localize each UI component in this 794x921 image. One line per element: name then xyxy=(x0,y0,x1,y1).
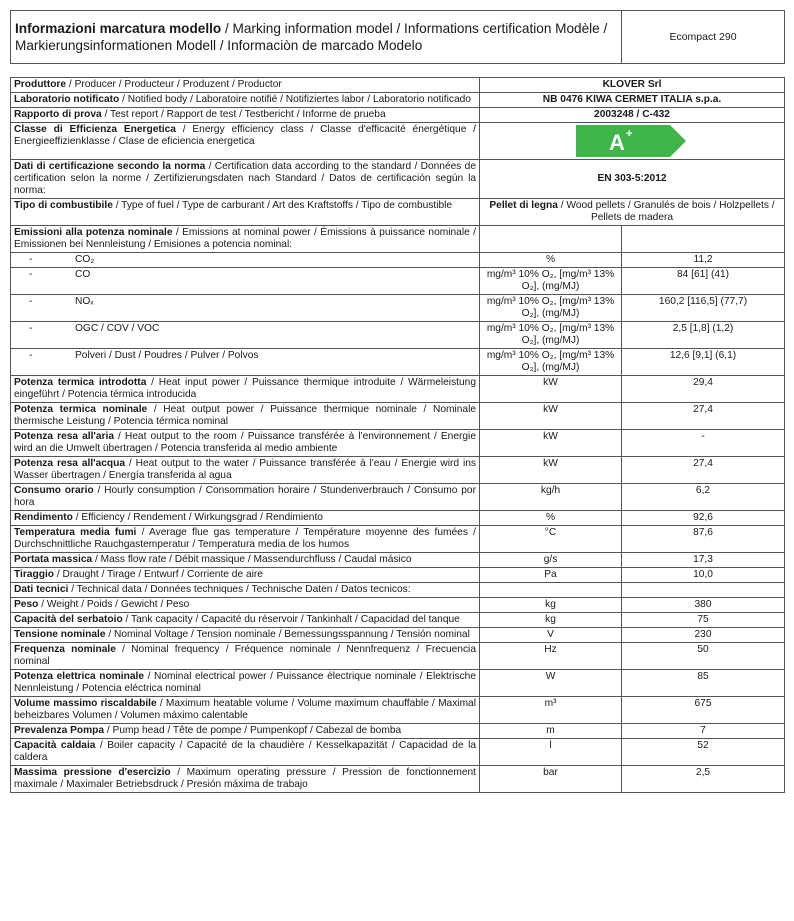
producer-value: KLOVER Srl xyxy=(480,78,785,93)
performance-row-label-bold: Potenza resa all'aria xyxy=(14,431,114,442)
energy-class-label-bold: Classe di Efficienza Energetica xyxy=(14,124,176,135)
performance-row-label-bold: Temperatura media fumi xyxy=(14,527,137,538)
performance-row-label-bold: Portata massica xyxy=(14,554,93,565)
technical-label xyxy=(11,583,480,598)
technical-label-rest: / Technical data / Données techniques / Technische Daten / Datos tecnicos: xyxy=(68,584,411,595)
performance-row-unit: % xyxy=(480,511,622,526)
emissions-label-rest: / Emissions at nominal power / Émissions à puissance nominale / Emissionen bei Nennleistung / Emisiones a potencia nominal: xyxy=(14,227,476,250)
technical-row-label xyxy=(11,643,480,670)
technical-row-label xyxy=(11,628,480,643)
energy-class-label-rest: / Energy efficiency class / Classe d'efficacité énergétique / Energieeffizienklasse / Clase de eficiencia energetica xyxy=(14,124,476,147)
producer-label-rest: / Producer / Producteur / Produzent / Productor xyxy=(66,79,282,90)
technical-row-unit: bar xyxy=(480,766,622,793)
technical-value-empty xyxy=(622,583,785,598)
performance-row-label xyxy=(11,430,480,457)
fuel-label xyxy=(11,199,480,226)
performance-row-value: 17,3 xyxy=(622,553,785,568)
fuel-row xyxy=(11,199,785,226)
performance-row-label-bold: Potenza resa all'acqua xyxy=(14,458,126,469)
fuel-value-rest: / Wood pellets / Granulés de bois / Holzpellets / Pellets de madera xyxy=(557,200,775,223)
fuel-value xyxy=(480,199,785,226)
notified-body-label-bold: Laboratorio notificato xyxy=(14,94,120,105)
technical-row-value: 52 xyxy=(622,739,785,766)
emission-unit: % xyxy=(480,253,622,268)
technical-row-unit: l xyxy=(480,739,622,766)
emission-name-cell xyxy=(11,322,480,349)
document-title xyxy=(11,11,622,64)
technical-row-label-bold: Capacità caldaia xyxy=(14,740,96,751)
technical-row-value: 75 xyxy=(622,613,785,628)
performance-row-value: 27,4 xyxy=(622,403,785,430)
technical-row-label-rest: / Maximum heatable volume / Volume maximum chauffable / Maximal beheizbares Volumen / Volumen máximo calentable xyxy=(14,698,476,721)
performance-row-label xyxy=(11,526,480,553)
test-report-label-rest: / Test report / Rapport de test / Testbericht / Informe de prueba xyxy=(101,109,386,120)
technical-row-unit: kg xyxy=(480,598,622,613)
performance-row xyxy=(11,511,785,526)
energy-class-cell xyxy=(480,123,785,160)
emission-dash: - xyxy=(29,254,33,265)
technical-header-row xyxy=(11,583,785,598)
performance-row-value: 92,6 xyxy=(622,511,785,526)
performance-row-unit: °C xyxy=(480,526,622,553)
technical-row-label xyxy=(11,739,480,766)
performance-row-unit: kW xyxy=(480,376,622,403)
technical-row-label xyxy=(11,766,480,793)
emission-value: 11,2 xyxy=(622,253,785,268)
emission-name: CO₂ xyxy=(75,254,95,265)
performance-row-label-bold: Tiraggio xyxy=(14,569,54,580)
performance-row-label-bold: Potenza termica introdotta xyxy=(14,377,147,388)
test-report-label-bold: Rapporto di prova xyxy=(14,109,102,120)
emission-name: NOₓ xyxy=(75,296,94,307)
technical-row xyxy=(11,670,785,697)
performance-row xyxy=(11,430,785,457)
technical-row-label xyxy=(11,598,480,613)
performance-row-label xyxy=(11,511,480,526)
performance-row-unit: kW xyxy=(480,457,622,484)
performance-row-label-bold: Consumo orario xyxy=(14,485,94,496)
energy-class-grade-plus: + xyxy=(626,128,633,140)
technical-row-unit: Hz xyxy=(480,643,622,670)
technical-row xyxy=(11,628,785,643)
emission-unit: mg/m³ 10% O₂, [mg/m³ 13% O₂], (mg/MJ) xyxy=(480,322,622,349)
emission-name-cell xyxy=(11,295,480,322)
emissions-label-bold: Emissioni alla potenza nominale xyxy=(14,227,173,238)
technical-row-label-bold: Frequenza nominale xyxy=(14,644,116,655)
technical-row-label-rest: / Nominal electrical power / Puissance électrique nominale / Elektrische Nennleistung / Potencia eléctrica nominal xyxy=(14,671,477,694)
technical-row-label-bold: Massima pressione d'esercizio xyxy=(14,767,171,778)
technical-row-unit: V xyxy=(480,628,622,643)
energy-class-grade: A xyxy=(609,130,625,155)
technical-row xyxy=(11,598,785,613)
producer-label-bold: Produttore xyxy=(14,79,67,90)
technical-row-value: 50 xyxy=(622,643,785,670)
technical-row-label-rest: / Tank capacity / Capacité du réservoir / Tankinhalt / Capacidad del tanque xyxy=(122,614,460,625)
performance-row xyxy=(11,457,785,484)
technical-row xyxy=(11,613,785,628)
performance-row-unit: kW xyxy=(480,403,622,430)
general-row-notified-body xyxy=(11,93,785,108)
technical-row-label-bold: Volume massimo riscaldabile xyxy=(14,698,157,709)
emission-value: 12,6 [9,1] (6,1) xyxy=(622,349,785,376)
performance-row-unit: kg/h xyxy=(480,484,622,511)
emission-dash: - xyxy=(29,269,33,280)
performance-row-label-bold: Potenza termica nominale xyxy=(14,404,148,415)
certification-label-rest: / Certification data according to the standard / Données de certification selon la norme / Zertifizierungsdaten nach Standard / Datos de certificación según la norma: xyxy=(14,161,476,196)
performance-row-label-rest: / Heat output power / Puissance thermique nominale / Nominale thermische Leistung / Potencia térmica nominal xyxy=(14,404,476,427)
performance-row-unit: kW xyxy=(480,430,622,457)
fuel-label-rest: / Type of fuel / Type de carburant / Art des Kraftstoffs / Tipo de combustible xyxy=(112,200,453,211)
emission-dash: - xyxy=(29,296,33,307)
energy-class-badge xyxy=(576,125,688,157)
emission-unit: mg/m³ 10% O₂, [mg/m³ 13% O₂], (mg/MJ) xyxy=(480,349,622,376)
technical-row-label-rest: / Boiler capacity / Capacité de la chaudière / Kesselkapazität / Capacidad de la caldera xyxy=(14,740,477,763)
technical-row-label xyxy=(11,697,480,724)
model-name: Ecompact 290 xyxy=(622,11,785,64)
emission-row xyxy=(11,349,785,376)
technical-row-unit: kg xyxy=(480,613,622,628)
performance-row xyxy=(11,403,785,430)
general-row-producer xyxy=(11,78,785,93)
energy-class-label xyxy=(11,123,480,160)
emission-name: OGC / COV / VOC xyxy=(75,323,160,334)
notified-body-label-rest: / Notified body / Laboratoire notifié / Notifiziertes labor / Laboratorio notificado xyxy=(119,94,471,105)
technical-label-bold: Dati tecnici xyxy=(14,584,69,595)
performance-row-label-rest: / Heat output to the room / Puissance transférée à l'environnement / Energie wird an die Umwelt übertragen / Potencia transferida al medio ambiente xyxy=(14,431,476,454)
technical-row-unit: W xyxy=(480,670,622,697)
performance-row-value: 6,2 xyxy=(622,484,785,511)
notified-body-value: NB 0476 KIWA CERMET ITALIA s.p.a. xyxy=(480,93,785,108)
performance-row-label-rest: / Heat input power / Puissance thermique introduite / Wärmeleistung eingeführt / Potencia térmica introducida xyxy=(14,377,476,400)
performance-row-value: 27,4 xyxy=(622,457,785,484)
technical-row-unit: m xyxy=(480,724,622,739)
test-report-label xyxy=(11,108,480,123)
technical-row-unit: m³ xyxy=(480,697,622,724)
general-row-test-report xyxy=(11,108,785,123)
emissions-label xyxy=(11,226,480,253)
emission-unit: mg/m³ 10% O₂, [mg/m³ 13% O₂], (mg/MJ) xyxy=(480,295,622,322)
energy-class-row xyxy=(11,123,785,160)
technical-row-value: 230 xyxy=(622,628,785,643)
technical-unit-empty xyxy=(480,583,622,598)
performance-row-value: 10,0 xyxy=(622,568,785,583)
technical-row-label-bold: Capacità del serbatoio xyxy=(14,614,123,625)
technical-row-label-bold: Prevalenza Pompa xyxy=(14,725,105,736)
performance-row-label xyxy=(11,568,480,583)
performance-row-unit: g/s xyxy=(480,553,622,568)
technical-row-label xyxy=(11,724,480,739)
technical-row xyxy=(11,697,785,724)
emission-value: 2,5 [1,8] (1,2) xyxy=(622,322,785,349)
emission-name-cell xyxy=(11,268,480,295)
performance-row-label-rest: / Hourly consumption / Consommation horaire / Stundenverbrauch / Consumo por hora xyxy=(14,485,476,508)
emission-value: 84 [61] (41) xyxy=(622,268,785,295)
producer-label xyxy=(11,78,480,93)
performance-row xyxy=(11,553,785,568)
emission-unit: mg/m³ 10% O₂, [mg/m³ 13% O₂], (mg/MJ) xyxy=(480,268,622,295)
certification-row xyxy=(11,160,785,199)
performance-row-value: - xyxy=(622,430,785,457)
performance-row-label xyxy=(11,403,480,430)
performance-row xyxy=(11,526,785,553)
technical-row xyxy=(11,766,785,793)
technical-row xyxy=(11,643,785,670)
emission-dash: - xyxy=(29,350,33,361)
emissions-header-row xyxy=(11,226,785,253)
performance-row-label-bold: Rendimento xyxy=(14,512,73,523)
emission-name: CO xyxy=(75,269,91,280)
technical-row-label-rest: / Weight / Poids / Gewicht / Peso xyxy=(38,599,190,610)
emission-value: 160,2 [116,5] (77,7) xyxy=(622,295,785,322)
emission-row xyxy=(11,268,785,295)
performance-row-label-rest: / Mass flow rate / Débit massique / Massendurchfluss / Caudal másico xyxy=(92,554,412,565)
emission-name: Polveri / Dust / Poudres / Pulver / Polvos xyxy=(75,350,259,361)
technical-row-label xyxy=(11,670,480,697)
emission-name-cell xyxy=(11,349,480,376)
marking-info-sheet xyxy=(10,10,784,793)
performance-row-unit: Pa xyxy=(480,568,622,583)
performance-row-label-rest: / Heat output to the water / Puissance transférée à l'eau / Energie wird ins Wasser übertragen / Energía transferida al agua xyxy=(14,458,476,481)
technical-row-label-rest: / Pump head / Tête de pompe / Pumpenkopf / Cabezal de bomba xyxy=(104,725,402,736)
performance-row-label xyxy=(11,376,480,403)
emissions-unit-empty xyxy=(480,226,622,253)
performance-row-label-rest: / Average flue gas temperature / Température moyenne des fumées / Durchschnittliche Rauchgastemperatur / Temperatura media de los humos xyxy=(14,527,476,550)
header-row xyxy=(11,11,785,64)
technical-row-value: 7 xyxy=(622,724,785,739)
technical-row-label-rest: / Maximum operating pressure / Pression de fonctionnement maximale / Maximaler Betriebsdruck / Presión máxima de trabajo xyxy=(14,767,476,790)
certification-label xyxy=(11,160,480,199)
technical-row-label-bold: Tensione nominale xyxy=(14,629,106,640)
technical-row-value: 2,5 xyxy=(622,766,785,793)
technical-row-label-rest: / Nominal frequency / Fréquence nominale / Nennfrequenz / Frecuencia nominal xyxy=(14,644,476,667)
performance-row-label xyxy=(11,484,480,511)
performance-row-value: 87,6 xyxy=(622,526,785,553)
technical-row-label-bold: Potenza elettrica nominale xyxy=(14,671,145,682)
technical-row-value: 675 xyxy=(622,697,785,724)
fuel-label-bold: Tipo di combustibile xyxy=(14,200,113,211)
emission-row xyxy=(11,295,785,322)
title-rest: / Marking information model / Informations certification Modèle / Markierungsinformationen Modell / Informaciòn de marcado Modelo xyxy=(15,21,608,53)
marking-info-table xyxy=(10,10,785,793)
emissions-value-empty xyxy=(622,226,785,253)
performance-row-value: 29,4 xyxy=(622,376,785,403)
technical-row-value: 85 xyxy=(622,670,785,697)
technical-row-label xyxy=(11,613,480,628)
test-report-value: 2003248 / C-432 xyxy=(480,108,785,123)
technical-row-label-rest: / Nominal Voltage / Tension nominale / Bemessungsspannung / Tensión nominal xyxy=(105,629,470,640)
certification-label-bold: Dati di certificazione secondo la norma xyxy=(14,161,206,172)
emission-dash: - xyxy=(29,323,33,334)
notified-body-label xyxy=(11,93,480,108)
technical-row-label-bold: Peso xyxy=(14,599,39,610)
performance-row-label xyxy=(11,457,480,484)
performance-row xyxy=(11,484,785,511)
technical-row xyxy=(11,724,785,739)
performance-row xyxy=(11,568,785,583)
performance-row-label-rest: / Draught / Tirage / Entwurf / Corriente de aire xyxy=(54,569,263,580)
emission-name-cell xyxy=(11,253,480,268)
certification-value: EN 303-5:2012 xyxy=(480,160,785,199)
performance-row xyxy=(11,376,785,403)
technical-row-value: 380 xyxy=(622,598,785,613)
emission-row xyxy=(11,253,785,268)
performance-row-label-rest: / Efficiency / Rendement / Wirkungsgrad / Rendimiento xyxy=(72,512,323,523)
fuel-value-bold: Pellet di legna xyxy=(489,200,558,211)
performance-row-label xyxy=(11,553,480,568)
technical-row xyxy=(11,739,785,766)
emission-row xyxy=(11,322,785,349)
title-bold: Informazioni marcatura modello xyxy=(15,21,222,36)
